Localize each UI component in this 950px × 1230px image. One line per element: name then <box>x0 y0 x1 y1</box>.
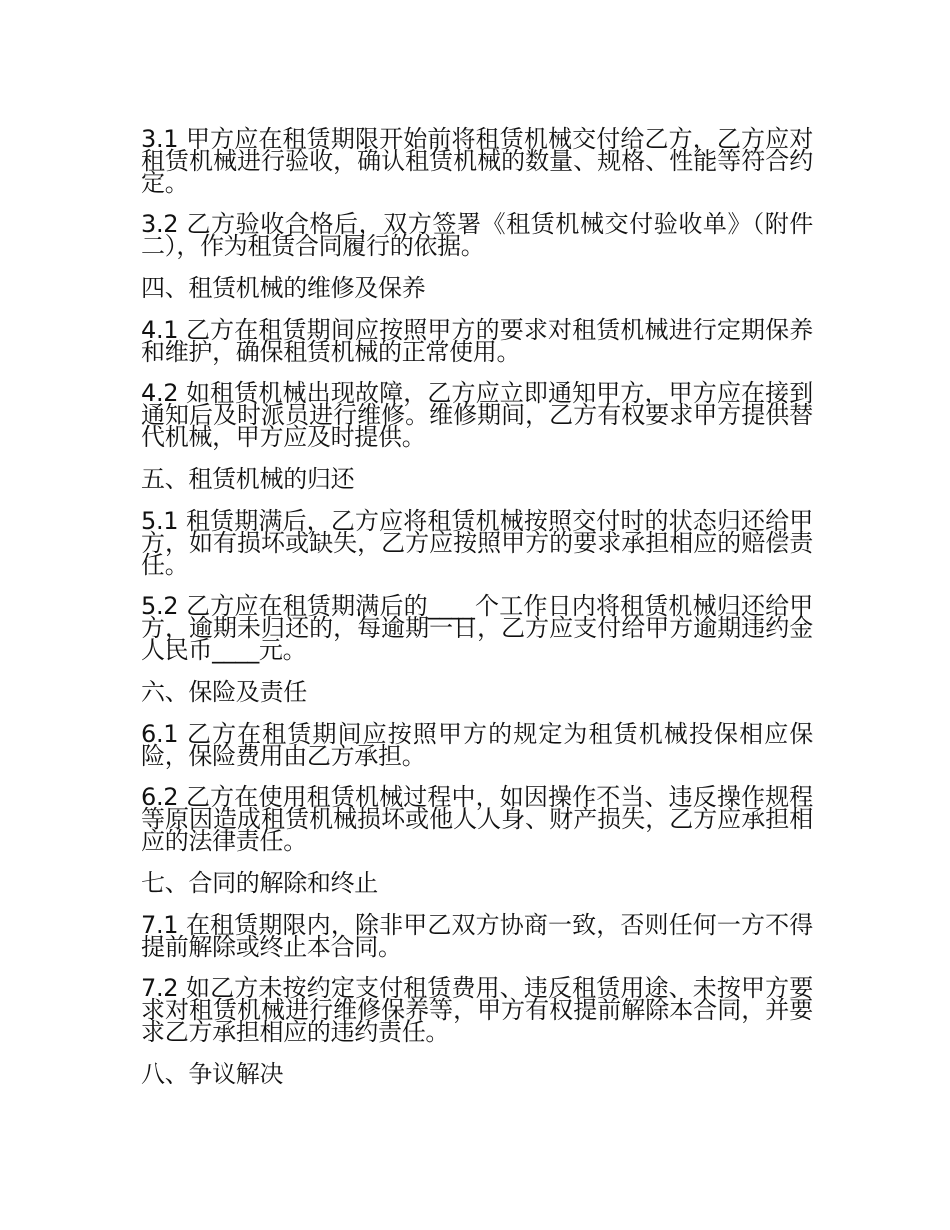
section-heading-7: 七、合同的解除和终止 <box>141 869 378 897</box>
clause-4-2: 4.2 如租赁机械出现故障，乙方应立即通知甲方，甲方应在接到通知后及时派员进行维修。维修期间，乙方有权要求甲方提供替代机械，甲方应及时提供。 <box>141 379 813 451</box>
clause-5-2: 5.2 乙方应在租赁期满后的____个工作日内将租赁机械归还给甲方，逾期未归还的，每逾期一日，乙方应支付给甲方逾期违约金人民币____元。 <box>141 592 813 664</box>
section-heading-5: 五、租赁机械的归还 <box>141 465 355 493</box>
section-heading-6: 六、保险及责任 <box>141 678 307 706</box>
clause-5-1: 5.1 租赁期满后，乙方应将租赁机械按照交付时的状态归还给甲方，如有损坏或缺失，乙方应按照甲方的要求承担相应的赔偿责任。 <box>141 507 813 579</box>
clause-7-1: 7.1 在租赁期限内，除非甲乙双方协商一致，否则任何一方不得提前解除或终止本合同。 <box>141 911 813 961</box>
clause-6-1: 6.1 乙方在租赁期间应按照甲方的规定为租赁机械投保相应保险，保险费用由乙方承担。 <box>141 720 813 770</box>
document-page <box>141 125 813 1105</box>
section-heading-8: 八、争议解决 <box>141 1060 284 1088</box>
clause-7-2: 7.2 如乙方未按约定支付租赁费用、违反租赁用途、未按甲方要求对租赁机械进行维修保养等，甲方有权提前解除本合同，并要求乙方承担相应的违约责任。 <box>141 974 813 1046</box>
clause-6-2: 6.2 乙方在使用租赁机械过程中，如因操作不当、违反操作规程等原因造成租赁机械损坏或他人人身、财产损失，乙方应承担相应的法律责任。 <box>141 783 813 855</box>
section-heading-4: 四、租赁机械的维修及保养 <box>141 274 426 302</box>
clause-3-1: 3.1 甲方应在租赁期限开始前将租赁机械交付给乙方，乙方应对租赁机械进行验收，确认租赁机械的数量、规格、性能等符合约定。 <box>141 125 813 197</box>
clause-3-2: 3.2 乙方验收合格后，双方签署《租赁机械交付验收单》（附件二），作为租赁合同履行的依据。 <box>141 210 813 260</box>
clause-4-1: 4.1 乙方在租赁期间应按照甲方的要求对租赁机械进行定期保养和维护，确保租赁机械的正常使用。 <box>141 316 813 366</box>
